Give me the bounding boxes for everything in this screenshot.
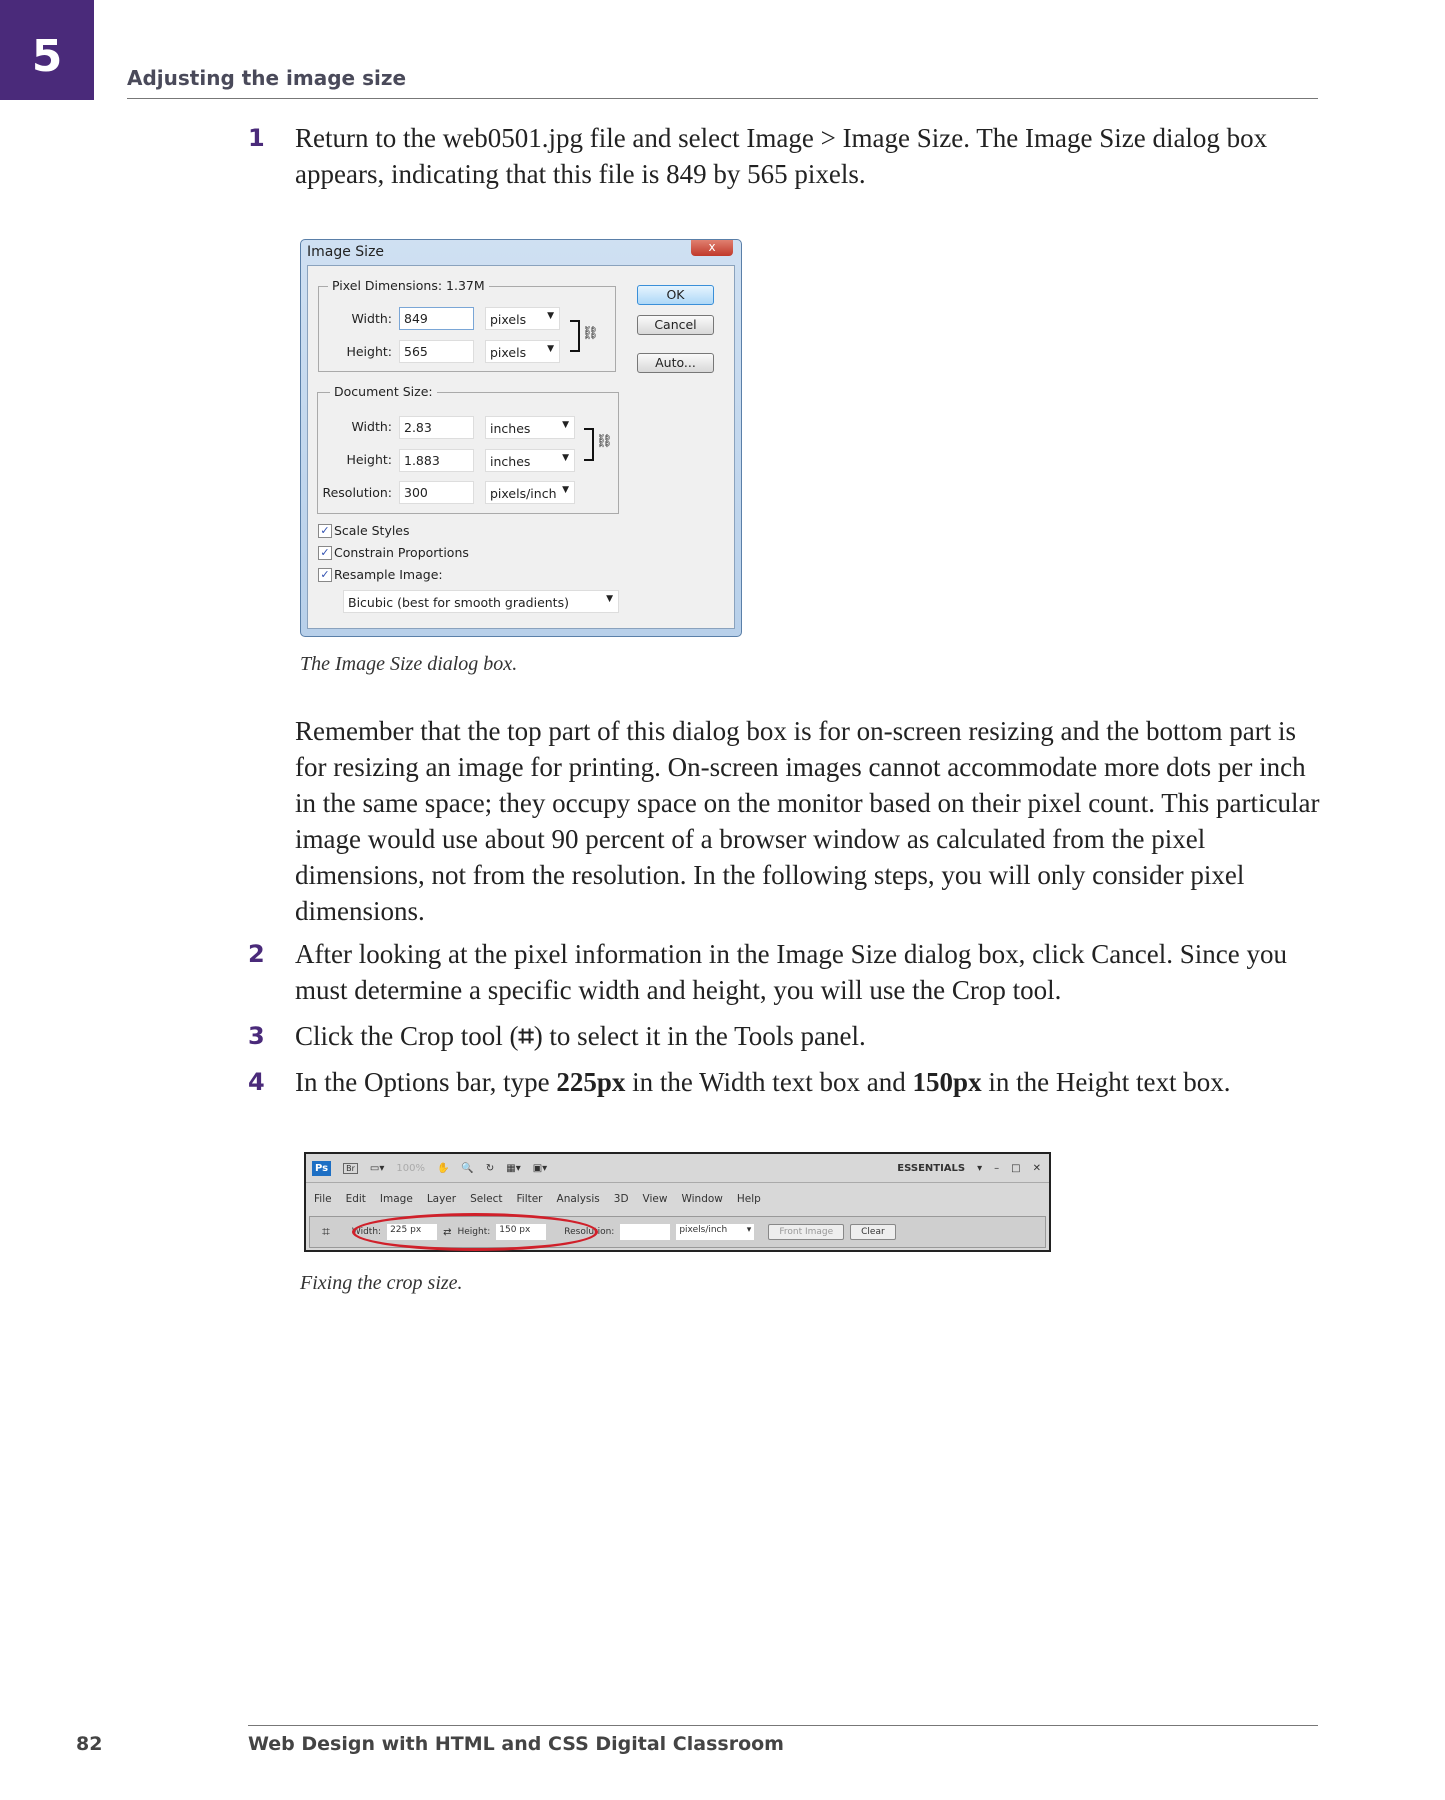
menu-layer[interactable]: Layer [426, 1193, 457, 1205]
resample-method-select[interactable] [343, 590, 619, 613]
zoom-icon[interactable]: 🔍 [461, 1162, 474, 1174]
label: Height: [346, 452, 392, 467]
pixel-height-unit-select[interactable] [485, 340, 560, 363]
doc-height-unit-select[interactable] [485, 449, 575, 472]
chevron-down-icon: ▼ [562, 485, 569, 495]
minimize-icon[interactable]: – [994, 1162, 1000, 1174]
dialog-title: Image Size [307, 244, 385, 260]
label: Width: [351, 419, 392, 434]
front-image-button[interactable]: Front Image [768, 1224, 844, 1240]
close-button[interactable]: x [691, 240, 733, 256]
pixel-dimensions-label: Pixel Dimensions: 1.37M [328, 278, 489, 293]
ps-logo: Ps [312, 1161, 331, 1176]
screen-icon[interactable]: ▣▾ [532, 1162, 548, 1174]
resolution-label: Resolution: [564, 1227, 615, 1237]
label: Resolution: [322, 485, 392, 500]
hand-icon[interactable]: ✋ [436, 1162, 450, 1174]
zoom-level[interactable]: 100% [396, 1162, 425, 1174]
auto-button[interactable]: Auto... [637, 353, 714, 373]
crop-height-input[interactable]: 150 px [496, 1224, 546, 1240]
select-value: pixels/inch [490, 486, 557, 501]
menu-window[interactable]: Window [681, 1193, 723, 1205]
image-size-dialog [300, 239, 742, 637]
resolution-input[interactable]: 300 [399, 481, 474, 504]
resolution-unit-select[interactable] [676, 1224, 754, 1240]
resample-image-checkbox[interactable] [318, 567, 443, 582]
chain-link-icon: ⛓ [596, 434, 613, 449]
resolution-unit-select[interactable] [485, 481, 575, 504]
bold-value: 225px [556, 1067, 626, 1097]
menu-filter[interactable]: Filter [516, 1193, 543, 1205]
step-text: After looking at the pixel information in the Image Size dialog box, click Cancel. Since you must determine a specific width and height, you will use the Crop tool. [295, 939, 1287, 1005]
checkbox-label: Resample Image: [334, 567, 443, 582]
checkmark-icon: ✓ [318, 546, 332, 560]
swap-icon[interactable]: ⇄ [443, 1226, 452, 1238]
ok-button[interactable]: OK [637, 285, 714, 305]
arrange-icon[interactable]: ▦▾ [506, 1162, 521, 1174]
header-rule [127, 98, 1318, 99]
menu-3d[interactable]: 3D [613, 1193, 629, 1205]
figure-caption: The Image Size dialog box. [300, 653, 518, 675]
chevron-down-icon[interactable]: ▾ [977, 1162, 983, 1174]
menu-image[interactable]: Image [379, 1193, 413, 1205]
checkmark-icon: ✓ [318, 524, 332, 538]
select-value: Bicubic (best for smooth gradients) [348, 595, 569, 610]
step-text: Return to the web0501.jpg file and select Image > Image Size. The Image Size dialog box appears, indicating that this file is 849 by 565 pixels. [295, 123, 1268, 189]
body-paragraph: Remember that the top part of this dialog box is for on-screen resizing and the bottom part is for resizing an image for printing. On-screen images cannot accommodate more dots per inch in the same space; they occupy space on the monitor based on their pixel count. This particular image would use about 90 percent of a browser window as calculated from the pixel dimensions, not from the resolution. In the following steps, you will only consider pixel dimensions. [295, 716, 1320, 926]
highlight-ellipse [352, 1213, 598, 1251]
link-bracket [570, 320, 580, 352]
pixel-width-unit-select[interactable] [485, 307, 560, 330]
chevron-down-icon: ▼ [547, 344, 554, 354]
maximize-icon[interactable]: □ [1011, 1162, 1021, 1174]
text: in the Width text box and [625, 1067, 913, 1097]
select-value: inches [490, 454, 531, 469]
chevron-down-icon: ▼ [547, 311, 554, 321]
options-bar [309, 1216, 1046, 1248]
book-title: Web Design with HTML and CSS Digital Classroom [248, 1733, 784, 1755]
menu-view[interactable]: View [642, 1193, 668, 1205]
footer-rule [248, 1725, 1318, 1726]
step-text [295, 1064, 1355, 1100]
close-icon[interactable]: ✕ [1032, 1162, 1041, 1174]
constrain-proportions-checkbox[interactable] [318, 545, 469, 560]
clear-button[interactable]: Clear [850, 1224, 896, 1240]
chain-link-icon: ⛓ [582, 326, 599, 341]
rotate-view-icon[interactable]: ↻ [485, 1162, 495, 1174]
select-value: pixels [490, 345, 527, 360]
photoshop-options-bar-screenshot [304, 1152, 1051, 1252]
checkbox-label: Constrain Proportions [334, 545, 469, 560]
select-value: pixels [490, 312, 527, 327]
chevron-down-icon: ▼ [562, 453, 569, 463]
scale-styles-checkbox[interactable] [318, 523, 410, 538]
bold-value: 150px [912, 1067, 982, 1097]
step-number: 2 [248, 940, 265, 968]
menu-file[interactable]: File [314, 1193, 332, 1205]
checkbox-label: Scale Styles [334, 523, 410, 538]
label: Width: [351, 311, 392, 326]
step-number: 4 [248, 1068, 265, 1096]
step-number: 1 [248, 124, 265, 152]
pixel-width-input[interactable]: 849 [399, 307, 474, 330]
height-label: Height: [457, 1227, 491, 1237]
select-value: pixels/inch [679, 1225, 728, 1235]
crop-tool-icon[interactable]: ⌗ [322, 1224, 330, 1240]
checkmark-icon: ✓ [318, 568, 332, 582]
screen-mode-icon[interactable]: ▭▾ [369, 1162, 385, 1174]
crop-tool-icon: ⌗ [518, 1021, 534, 1052]
link-bracket [584, 428, 594, 461]
page-number: 82 [76, 1733, 103, 1755]
bridge-button[interactable]: Br [343, 1163, 358, 1174]
dialog-body [307, 265, 735, 629]
label: Height: [346, 344, 392, 359]
text: ) to select it in the Tools panel. [533, 1021, 866, 1051]
chevron-down-icon: ▾ [746, 1225, 752, 1235]
resolution-input[interactable] [620, 1224, 670, 1240]
menu-analysis[interactable]: Analysis [556, 1193, 600, 1205]
application-bar [306, 1154, 1049, 1183]
workspace-switcher[interactable]: ESSENTIALS [897, 1162, 966, 1174]
document-size-label: Document Size: [330, 384, 437, 399]
width-label: Width: [351, 1227, 382, 1237]
text: in the Height text box. [981, 1067, 1231, 1097]
text: In the Options bar, type [295, 1067, 557, 1097]
pixel-height-input[interactable]: 565 [399, 340, 474, 363]
text: Click the Crop tool ( [295, 1021, 519, 1051]
doc-width-unit-select[interactable] [485, 416, 575, 439]
running-head: Adjusting the image size [127, 66, 407, 90]
menu-select[interactable]: Select [470, 1193, 503, 1205]
chevron-down-icon: ▼ [606, 594, 613, 604]
step-text [295, 1018, 1325, 1055]
chapter-tab: 5 [0, 0, 94, 100]
menu-bar [306, 1184, 1049, 1214]
crop-width-input[interactable]: 225 px [387, 1224, 437, 1240]
chevron-down-icon: ▼ [562, 420, 569, 430]
menu-help[interactable]: Help [736, 1193, 761, 1205]
doc-height-input[interactable]: 1.883 [399, 449, 474, 472]
cancel-button[interactable]: Cancel [637, 315, 714, 335]
figure-caption: Fixing the crop size. [300, 1272, 463, 1294]
menu-edit[interactable]: Edit [345, 1193, 366, 1205]
doc-width-input[interactable]: 2.83 [399, 416, 474, 439]
step-number: 3 [248, 1022, 265, 1050]
select-value: inches [490, 421, 531, 436]
